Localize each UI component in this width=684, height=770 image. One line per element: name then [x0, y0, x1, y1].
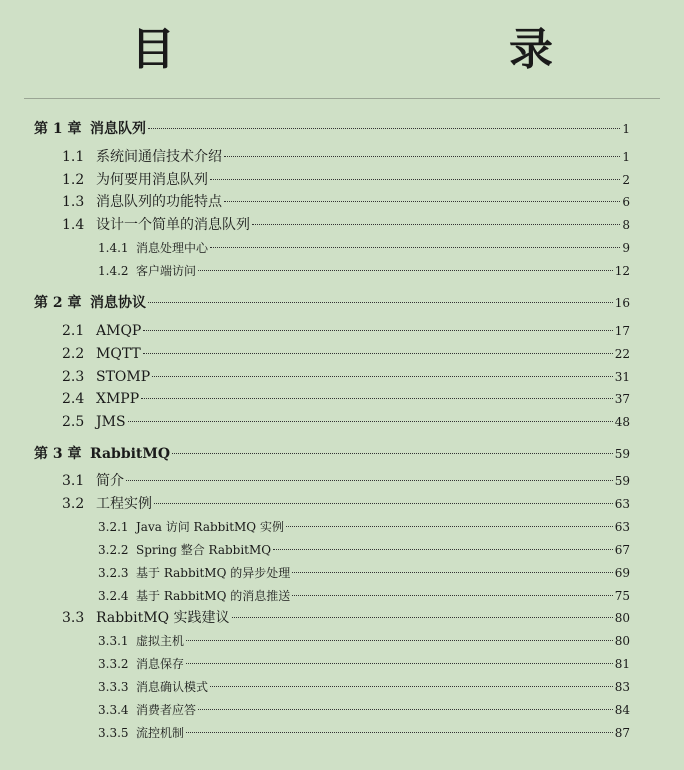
dot-leader — [198, 709, 613, 710]
toc-section-entry[interactable] — [62, 493, 630, 515]
toc-section-entry[interactable] — [98, 585, 630, 607]
toc-section-entry[interactable] — [98, 260, 630, 282]
toc-entry-title: MQTT — [96, 346, 141, 362]
toc-entry-page: 67 — [614, 543, 630, 557]
toc-entry-page: 84 — [614, 703, 630, 717]
toc-entry-title: 虚拟主机 — [136, 634, 185, 648]
dot-leader — [292, 572, 612, 573]
dot-leader — [186, 640, 613, 641]
toc-entry-number: 1.2 — [62, 172, 85, 188]
toc-section-entry[interactable] — [98, 237, 630, 259]
toc-entry-page: 6 — [622, 195, 630, 209]
toc-entry-page: 59 — [614, 447, 630, 461]
toc-entry-title: Java 访问 RabbitMQ 实例 — [136, 520, 284, 534]
toc-entry-page: 22 — [614, 347, 630, 361]
toc-entry-number: 2.5 — [62, 414, 85, 430]
toc-entry-title: 系统间通信技术介绍 — [96, 149, 222, 165]
toc-section-entry[interactable] — [98, 722, 630, 744]
toc-entry-number: 1.1 — [62, 149, 85, 165]
toc-entry-number: 3.2.1 — [98, 520, 129, 534]
toc-section-entry[interactable] — [98, 699, 630, 721]
toc-entry-page: 48 — [614, 415, 630, 429]
dot-leader — [210, 179, 620, 180]
toc-entry-title: 客户端访问 — [136, 264, 197, 278]
toc-entry-title: 基于 RabbitMQ 的异步处理 — [136, 566, 291, 580]
toc-section-entry[interactable] — [62, 343, 630, 365]
toc-section-entry[interactable] — [62, 169, 630, 191]
toc-entry-title: 消息协议 — [90, 295, 146, 311]
toc-chapter-entry[interactable] — [34, 118, 630, 140]
toc-entry-number: 2.3 — [62, 369, 85, 385]
toc-section-entry[interactable] — [62, 366, 630, 388]
toc-entry-page: 8 — [622, 218, 630, 232]
toc-entry-page: 81 — [614, 657, 630, 671]
toc-entry-title: 工程实例 — [96, 496, 152, 512]
toc-entry-page: 1 — [622, 150, 630, 164]
toc-entry-page: 59 — [614, 474, 630, 488]
toc-section-entry[interactable] — [62, 470, 630, 492]
toc-entry-page: 80 — [614, 634, 630, 648]
toc-entry-number: 第 1 章 — [34, 121, 82, 137]
toc-entry-number: 3.1 — [62, 473, 85, 489]
toc-entry-page: 80 — [614, 611, 630, 625]
toc-entry-title: RabbitMQ — [90, 446, 171, 462]
toc-entry-number: 3.3.5 — [98, 726, 129, 740]
toc-section-entry[interactable] — [62, 607, 630, 629]
toc-section-entry[interactable] — [62, 214, 630, 236]
toc-entry-number: 1.4.1 — [98, 241, 129, 255]
page-title: 目 录 — [131, 24, 635, 75]
toc-entry-number: 第 2 章 — [34, 295, 82, 311]
toc-entry-page: 75 — [614, 589, 630, 603]
toc-entry-number: 3.3.2 — [98, 657, 129, 671]
toc-entry-number: 3.2.4 — [98, 589, 129, 603]
toc-entry-page: 87 — [614, 726, 630, 740]
toc-section-entry[interactable] — [62, 388, 630, 410]
dot-leader — [154, 503, 613, 504]
toc-section-entry[interactable] — [62, 191, 630, 213]
toc-entry-number: 3.3.4 — [98, 703, 129, 717]
dot-leader — [148, 128, 620, 129]
toc-entry-number: 2.2 — [62, 346, 85, 362]
dot-leader — [232, 617, 613, 618]
toc-entry-page: 83 — [614, 680, 630, 694]
toc-chapter-entry[interactable] — [34, 292, 630, 314]
toc-entry-page: 2 — [622, 173, 630, 187]
toc-section-entry[interactable] — [62, 146, 630, 168]
dot-leader — [286, 526, 613, 527]
toc-entry-number: 3.3.3 — [98, 680, 129, 694]
toc-entry-number: 第 3 章 — [34, 446, 82, 462]
toc-entry-page: 16 — [614, 296, 630, 310]
dot-leader — [141, 398, 613, 399]
toc-entry-page: 31 — [614, 370, 630, 384]
toc-entry-page: 63 — [614, 497, 630, 511]
toc-section-entry[interactable] — [98, 653, 630, 675]
dot-leader — [186, 732, 613, 733]
toc-entry-title: 消息处理中心 — [136, 241, 209, 255]
toc-chapter-entry[interactable] — [34, 443, 630, 465]
toc-entry-title: 消息保存 — [136, 657, 185, 671]
toc-entry-title: 设计一个简单的消息队列 — [96, 217, 250, 233]
toc-entry-number: 3.2 — [62, 496, 85, 512]
toc-entry-title: 简介 — [96, 473, 124, 489]
toc-entry-page: 17 — [614, 324, 630, 338]
toc-entry-page: 37 — [614, 392, 630, 406]
toc-section-entry[interactable] — [62, 320, 630, 342]
toc-section-entry[interactable] — [98, 562, 630, 584]
toc-entry-number: 1.4 — [62, 217, 85, 233]
toc-section-entry[interactable] — [98, 516, 630, 538]
toc-entry-title: 消息队列的功能特点 — [96, 194, 222, 210]
toc-entry-number: 3.3 — [62, 610, 85, 626]
toc-entry-title: 为何要用消息队列 — [96, 172, 208, 188]
toc-entry-number: 3.2.2 — [98, 543, 129, 557]
toc-entry-title: AMQP — [96, 323, 142, 339]
toc-entry-title: XMPP — [96, 391, 140, 407]
toc-entry-title: STOMP — [96, 369, 151, 385]
toc-entry-number: 1.3 — [62, 194, 85, 210]
dot-leader — [128, 421, 613, 422]
toc-entry-number: 3.3.1 — [98, 634, 129, 648]
dot-leader — [143, 330, 612, 331]
dot-leader — [198, 270, 613, 271]
dot-leader — [252, 224, 620, 225]
dot-leader — [224, 201, 620, 202]
divider — [24, 98, 660, 99]
toc-entry-page: 63 — [614, 520, 630, 534]
dot-leader — [210, 247, 620, 248]
toc-section-entry[interactable] — [98, 676, 630, 698]
toc-entry-title: JMS — [96, 414, 126, 430]
toc-entry-page: 12 — [614, 264, 630, 278]
toc-section-entry[interactable] — [98, 539, 630, 561]
dot-leader — [292, 595, 612, 596]
toc-entry-title: 流控机制 — [136, 726, 185, 740]
dot-leader — [186, 663, 613, 664]
toc-entry-page: 9 — [622, 241, 630, 255]
dot-leader — [273, 549, 613, 550]
toc-entry-page: 69 — [614, 566, 630, 580]
toc-entry-number: 2.4 — [62, 391, 85, 407]
toc-entry-title: 消息确认模式 — [136, 680, 209, 694]
dot-leader — [143, 353, 613, 354]
toc-section-entry[interactable] — [62, 411, 630, 433]
dot-leader — [210, 686, 613, 687]
dot-leader — [152, 376, 613, 377]
toc-entry-title: Spring 整合 RabbitMQ — [136, 543, 272, 557]
toc-entry-title: 消费者应答 — [136, 703, 197, 717]
toc-section-entry[interactable] — [98, 630, 630, 652]
toc-entry-title: 消息队列 — [90, 121, 146, 137]
dot-leader — [224, 156, 620, 157]
dot-leader — [172, 453, 613, 454]
toc-entry-number: 2.1 — [62, 323, 85, 339]
toc-entry-page: 1 — [622, 122, 630, 136]
toc-entry-number: 1.4.2 — [98, 264, 129, 278]
dot-leader — [148, 302, 613, 303]
toc-entry-number: 3.2.3 — [98, 566, 129, 580]
toc-entry-title: RabbitMQ 实践建议 — [96, 610, 230, 626]
dot-leader — [126, 480, 613, 481]
toc-entry-title: 基于 RabbitMQ 的消息推送 — [136, 589, 291, 603]
